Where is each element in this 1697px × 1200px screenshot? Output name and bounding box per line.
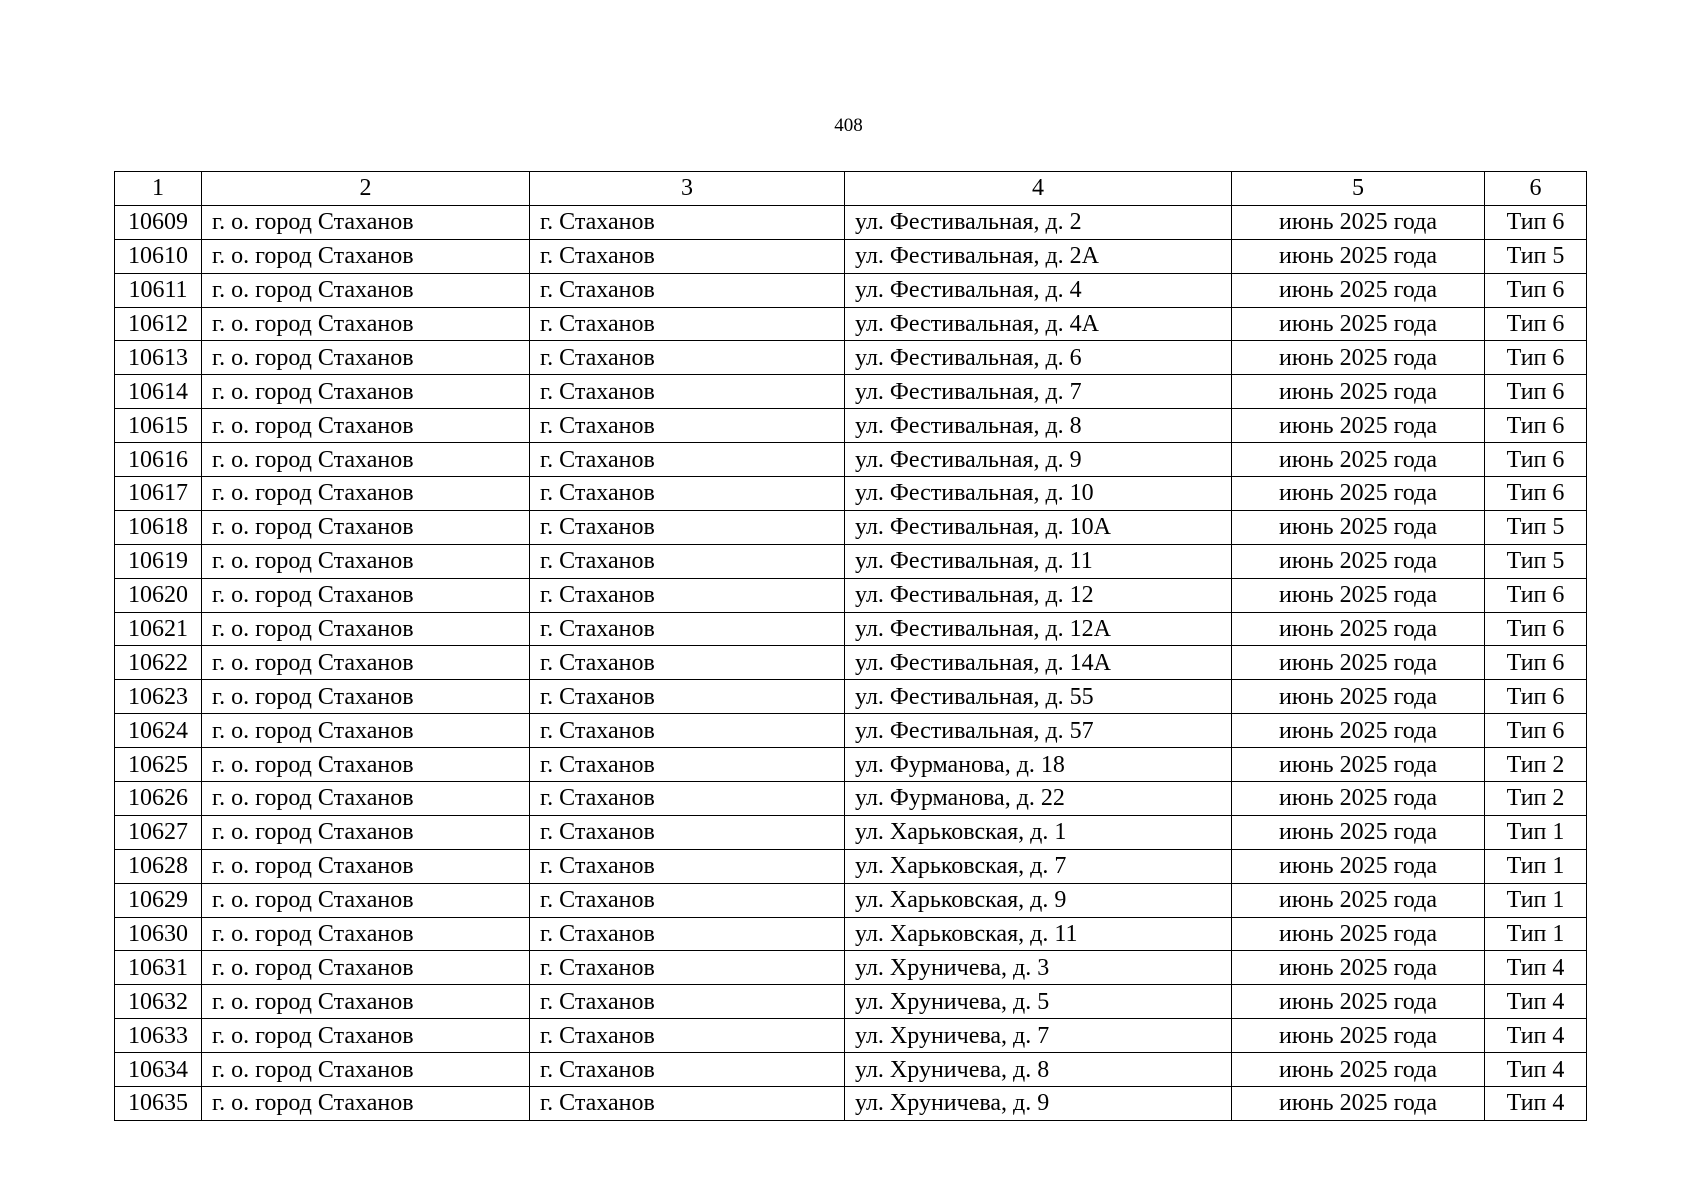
- cell-row-number: 10625: [115, 748, 202, 782]
- cell-type: Тип 5: [1485, 239, 1587, 273]
- cell-period: июнь 2025 года: [1232, 612, 1485, 646]
- cell-address: ул. Фестивальная, д. 8: [845, 409, 1232, 443]
- cell-period: июнь 2025 года: [1232, 782, 1485, 816]
- cell-period: июнь 2025 года: [1232, 1019, 1485, 1053]
- cell-row-number: 10635: [115, 1087, 202, 1121]
- cell-address: ул. Харьковская, д. 7: [845, 849, 1232, 883]
- cell-type: Тип 6: [1485, 205, 1587, 239]
- cell-address: ул. Фестивальная, д. 6: [845, 341, 1232, 375]
- cell-type: Тип 4: [1485, 1087, 1587, 1121]
- table-row: [115, 680, 1587, 714]
- cell-municipality: г. о. город Стаханов: [202, 544, 530, 578]
- cell-locality: г. Стаханов: [530, 1019, 845, 1053]
- cell-municipality: г. о. город Стаханов: [202, 1019, 530, 1053]
- table-row: [115, 273, 1587, 307]
- cell-row-number: 10614: [115, 375, 202, 409]
- cell-type: Тип 1: [1485, 815, 1587, 849]
- cell-locality: г. Стаханов: [530, 714, 845, 748]
- cell-municipality: г. о. город Стаханов: [202, 883, 530, 917]
- cell-period: июнь 2025 года: [1232, 1053, 1485, 1087]
- cell-municipality: г. о. город Стаханов: [202, 578, 530, 612]
- table-row: [115, 951, 1587, 985]
- cell-municipality: г. о. город Стаханов: [202, 273, 530, 307]
- cell-locality: г. Стаханов: [530, 341, 845, 375]
- cell-address: ул. Хруничева, д. 8: [845, 1053, 1232, 1087]
- table-row: [115, 375, 1587, 409]
- cell-address: ул. Фестивальная, д. 2: [845, 205, 1232, 239]
- cell-municipality: г. о. город Стаханов: [202, 307, 530, 341]
- cell-municipality: г. о. город Стаханов: [202, 646, 530, 680]
- cell-period: июнь 2025 года: [1232, 307, 1485, 341]
- table-header: [115, 172, 1587, 206]
- cell-locality: г. Стаханов: [530, 510, 845, 544]
- cell-locality: г. Стаханов: [530, 985, 845, 1019]
- cell-row-number: 10609: [115, 205, 202, 239]
- cell-municipality: г. о. город Стаханов: [202, 612, 530, 646]
- cell-row-number: 10630: [115, 917, 202, 951]
- cell-locality: г. Стаханов: [530, 748, 845, 782]
- cell-locality: г. Стаханов: [530, 646, 845, 680]
- cell-row-number: 10610: [115, 239, 202, 273]
- column-header-5: 5: [1232, 172, 1485, 206]
- cell-municipality: г. о. город Стаханов: [202, 680, 530, 714]
- cell-period: июнь 2025 года: [1232, 443, 1485, 477]
- cell-municipality: г. о. город Стаханов: [202, 443, 530, 477]
- cell-period: июнь 2025 года: [1232, 510, 1485, 544]
- cell-type: Тип 6: [1485, 714, 1587, 748]
- cell-type: Тип 4: [1485, 1019, 1587, 1053]
- table-row: [115, 341, 1587, 375]
- cell-locality: г. Стаханов: [530, 917, 845, 951]
- cell-row-number: 10621: [115, 612, 202, 646]
- table-row: [115, 578, 1587, 612]
- table-row: [115, 917, 1587, 951]
- cell-type: Тип 2: [1485, 748, 1587, 782]
- cell-row-number: 10620: [115, 578, 202, 612]
- cell-address: ул. Фурманова, д. 18: [845, 748, 1232, 782]
- cell-row-number: 10612: [115, 307, 202, 341]
- cell-row-number: 10626: [115, 782, 202, 816]
- cell-row-number: 10634: [115, 1053, 202, 1087]
- cell-type: Тип 4: [1485, 985, 1587, 1019]
- table-row: [115, 883, 1587, 917]
- cell-period: июнь 2025 года: [1232, 273, 1485, 307]
- cell-period: июнь 2025 года: [1232, 646, 1485, 680]
- cell-period: июнь 2025 года: [1232, 544, 1485, 578]
- housing-registry-table: [114, 171, 1587, 1121]
- cell-period: июнь 2025 года: [1232, 375, 1485, 409]
- cell-row-number: 10632: [115, 985, 202, 1019]
- cell-municipality: г. о. город Стаханов: [202, 1053, 530, 1087]
- table-row: [115, 1053, 1587, 1087]
- cell-locality: г. Стаханов: [530, 375, 845, 409]
- cell-municipality: г. о. город Стаханов: [202, 477, 530, 511]
- cell-row-number: 10613: [115, 341, 202, 375]
- cell-row-number: 10618: [115, 510, 202, 544]
- table-row: [115, 1087, 1587, 1121]
- cell-period: июнь 2025 года: [1232, 477, 1485, 511]
- table-row: [115, 544, 1587, 578]
- cell-locality: г. Стаханов: [530, 612, 845, 646]
- cell-period: июнь 2025 года: [1232, 815, 1485, 849]
- cell-municipality: г. о. город Стаханов: [202, 375, 530, 409]
- cell-locality: г. Стаханов: [530, 782, 845, 816]
- cell-period: июнь 2025 года: [1232, 951, 1485, 985]
- cell-type: Тип 6: [1485, 646, 1587, 680]
- cell-address: ул. Хруничева, д. 3: [845, 951, 1232, 985]
- column-header-3: 3: [530, 172, 845, 206]
- cell-period: июнь 2025 года: [1232, 409, 1485, 443]
- cell-address: ул. Фурманова, д. 22: [845, 782, 1232, 816]
- cell-period: июнь 2025 года: [1232, 883, 1485, 917]
- cell-type: Тип 5: [1485, 544, 1587, 578]
- cell-locality: г. Стаханов: [530, 477, 845, 511]
- cell-row-number: 10633: [115, 1019, 202, 1053]
- cell-municipality: г. о. город Стаханов: [202, 409, 530, 443]
- cell-type: Тип 5: [1485, 510, 1587, 544]
- cell-period: июнь 2025 года: [1232, 849, 1485, 883]
- column-header-2: 2: [202, 172, 530, 206]
- cell-locality: г. Стаханов: [530, 883, 845, 917]
- cell-locality: г. Стаханов: [530, 544, 845, 578]
- cell-row-number: 10629: [115, 883, 202, 917]
- cell-address: ул. Фестивальная, д. 12: [845, 578, 1232, 612]
- cell-address: ул. Харьковская, д. 1: [845, 815, 1232, 849]
- table-row: [115, 782, 1587, 816]
- cell-address: ул. Фестивальная, д. 4: [845, 273, 1232, 307]
- cell-locality: г. Стаханов: [530, 205, 845, 239]
- cell-type: Тип 1: [1485, 917, 1587, 951]
- table-row: [115, 239, 1587, 273]
- cell-address: ул. Фестивальная, д. 10: [845, 477, 1232, 511]
- cell-type: Тип 1: [1485, 849, 1587, 883]
- table-row: [115, 477, 1587, 511]
- cell-row-number: 10617: [115, 477, 202, 511]
- cell-municipality: г. о. город Стаханов: [202, 714, 530, 748]
- cell-municipality: г. о. город Стаханов: [202, 1087, 530, 1121]
- cell-type: Тип 6: [1485, 307, 1587, 341]
- page-number: 408: [834, 115, 863, 136]
- cell-row-number: 10631: [115, 951, 202, 985]
- cell-address: ул. Фестивальная, д. 10А: [845, 510, 1232, 544]
- cell-locality: г. Стаханов: [530, 951, 845, 985]
- cell-locality: г. Стаханов: [530, 578, 845, 612]
- cell-type: Тип 6: [1485, 375, 1587, 409]
- cell-address: ул. Фестивальная, д. 57: [845, 714, 1232, 748]
- cell-type: Тип 6: [1485, 341, 1587, 375]
- cell-address: ул. Фестивальная, д. 9: [845, 443, 1232, 477]
- cell-address: ул. Хруничева, д. 9: [845, 1087, 1232, 1121]
- cell-type: Тип 6: [1485, 578, 1587, 612]
- cell-municipality: г. о. город Стаханов: [202, 917, 530, 951]
- cell-municipality: г. о. город Стаханов: [202, 341, 530, 375]
- cell-locality: г. Стаханов: [530, 680, 845, 714]
- cell-address: ул. Хруничева, д. 5: [845, 985, 1232, 1019]
- cell-municipality: г. о. город Стаханов: [202, 985, 530, 1019]
- cell-municipality: г. о. город Стаханов: [202, 951, 530, 985]
- cell-type: Тип 2: [1485, 782, 1587, 816]
- cell-period: июнь 2025 года: [1232, 714, 1485, 748]
- table-row: [115, 205, 1587, 239]
- table-row: [115, 748, 1587, 782]
- table-row: [115, 612, 1587, 646]
- cell-period: июнь 2025 года: [1232, 578, 1485, 612]
- cell-locality: г. Стаханов: [530, 239, 845, 273]
- header-row: [115, 172, 1587, 206]
- cell-period: июнь 2025 года: [1232, 239, 1485, 273]
- table-row: [115, 1019, 1587, 1053]
- cell-address: ул. Харьковская, д. 11: [845, 917, 1232, 951]
- cell-period: июнь 2025 года: [1232, 748, 1485, 782]
- cell-locality: г. Стаханов: [530, 273, 845, 307]
- cell-period: июнь 2025 года: [1232, 205, 1485, 239]
- cell-row-number: 10611: [115, 273, 202, 307]
- cell-municipality: г. о. город Стаханов: [202, 849, 530, 883]
- cell-locality: г. Стаханов: [530, 409, 845, 443]
- cell-row-number: 10627: [115, 815, 202, 849]
- cell-type: Тип 6: [1485, 443, 1587, 477]
- cell-address: ул. Фестивальная, д. 2А: [845, 239, 1232, 273]
- cell-locality: г. Стаханов: [530, 443, 845, 477]
- cell-type: Тип 6: [1485, 477, 1587, 511]
- cell-address: ул. Фестивальная, д. 55: [845, 680, 1232, 714]
- column-header-4: 4: [845, 172, 1232, 206]
- cell-row-number: 10622: [115, 646, 202, 680]
- cell-period: июнь 2025 года: [1232, 680, 1485, 714]
- cell-period: июнь 2025 года: [1232, 985, 1485, 1019]
- cell-row-number: 10616: [115, 443, 202, 477]
- cell-address: ул. Фестивальная, д. 14А: [845, 646, 1232, 680]
- table-row: [115, 307, 1587, 341]
- cell-municipality: г. о. город Стаханов: [202, 782, 530, 816]
- cell-municipality: г. о. город Стаханов: [202, 748, 530, 782]
- cell-address: ул. Фестивальная, д. 4А: [845, 307, 1232, 341]
- cell-row-number: 10624: [115, 714, 202, 748]
- cell-address: ул. Фестивальная, д. 12А: [845, 612, 1232, 646]
- cell-locality: г. Стаханов: [530, 1087, 845, 1121]
- table-row: [115, 849, 1587, 883]
- cell-municipality: г. о. город Стаханов: [202, 239, 530, 273]
- table-row: [115, 714, 1587, 748]
- cell-locality: г. Стаханов: [530, 849, 845, 883]
- table-row: [115, 985, 1587, 1019]
- cell-type: Тип 6: [1485, 612, 1587, 646]
- cell-address: ул. Фестивальная, д. 7: [845, 375, 1232, 409]
- cell-type: Тип 1: [1485, 883, 1587, 917]
- cell-address: ул. Хруничева, д. 7: [845, 1019, 1232, 1053]
- cell-type: Тип 4: [1485, 951, 1587, 985]
- table-row: [115, 409, 1587, 443]
- cell-municipality: г. о. город Стаханов: [202, 205, 530, 239]
- cell-type: Тип 6: [1485, 409, 1587, 443]
- table-row: [115, 646, 1587, 680]
- cell-type: Тип 6: [1485, 680, 1587, 714]
- cell-row-number: 10615: [115, 409, 202, 443]
- cell-municipality: г. о. город Стаханов: [202, 815, 530, 849]
- cell-row-number: 10628: [115, 849, 202, 883]
- cell-locality: г. Стаханов: [530, 815, 845, 849]
- table-body: [115, 205, 1587, 1120]
- cell-address: ул. Фестивальная, д. 11: [845, 544, 1232, 578]
- cell-period: июнь 2025 года: [1232, 1087, 1485, 1121]
- table-row: [115, 510, 1587, 544]
- cell-type: Тип 4: [1485, 1053, 1587, 1087]
- table-row: [115, 443, 1587, 477]
- cell-municipality: г. о. город Стаханов: [202, 510, 530, 544]
- cell-address: ул. Харьковская, д. 9: [845, 883, 1232, 917]
- cell-row-number: 10619: [115, 544, 202, 578]
- cell-period: июнь 2025 года: [1232, 917, 1485, 951]
- cell-row-number: 10623: [115, 680, 202, 714]
- cell-locality: г. Стаханов: [530, 1053, 845, 1087]
- column-header-1: 1: [115, 172, 202, 206]
- table-row: [115, 815, 1587, 849]
- cell-locality: г. Стаханов: [530, 307, 845, 341]
- cell-type: Тип 6: [1485, 273, 1587, 307]
- cell-period: июнь 2025 года: [1232, 341, 1485, 375]
- column-header-6: 6: [1485, 172, 1587, 206]
